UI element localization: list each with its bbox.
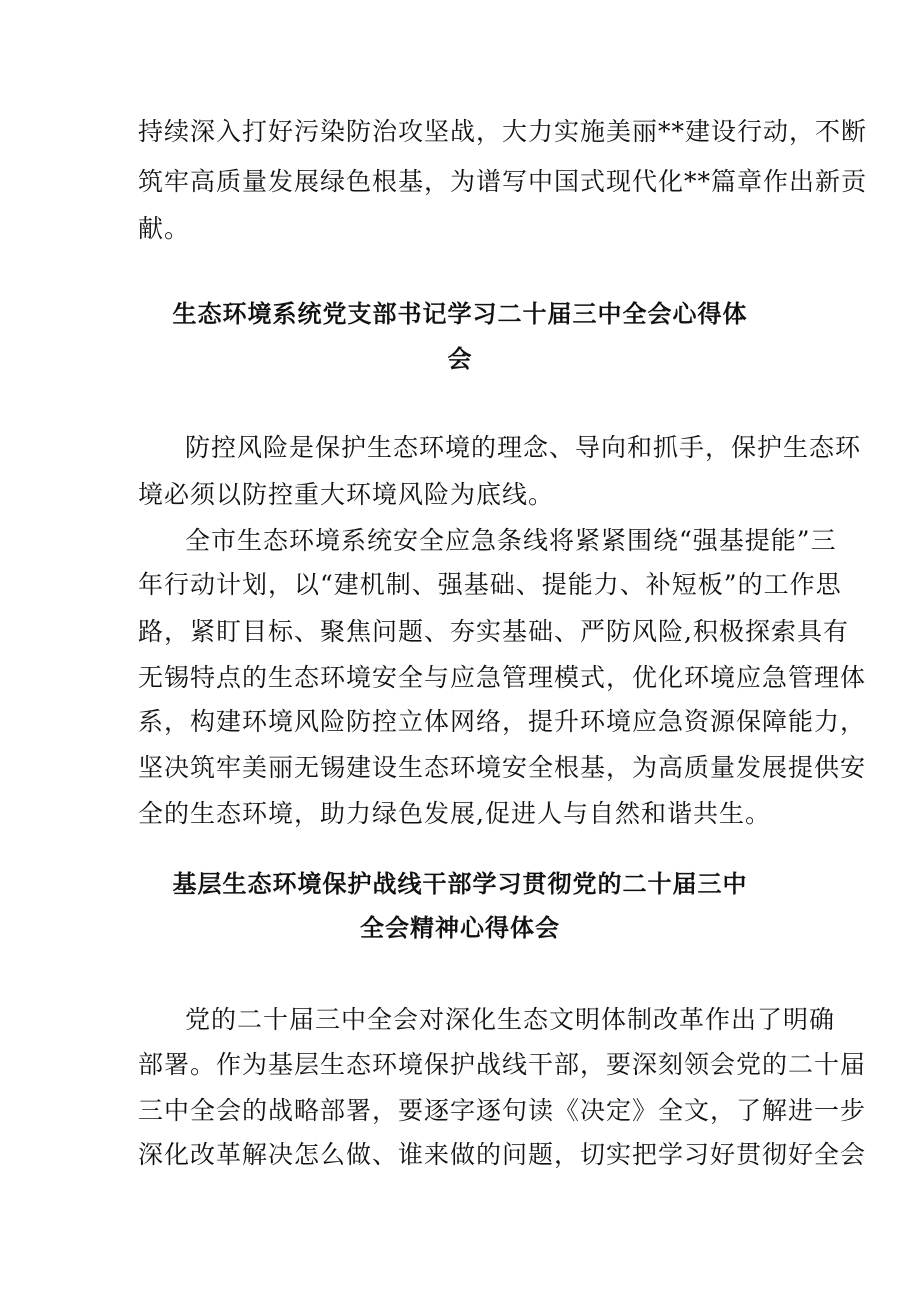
section-title: 全会精神心得体会 [360, 914, 560, 942]
paragraph-line: 筑牢高质量发展绿色根基，为谱写中国式现代化**篇章作出新贡 [138, 167, 868, 196]
section-title: 会 [447, 345, 473, 373]
paragraph-line: 持续深入打好污染防治攻坚战，大力实施美丽**建设行动，不断 [138, 117, 868, 146]
paragraph-line: 三中全会的战略部署，要逐字逐句读《决定》全文，了解进一步 [138, 1096, 867, 1125]
section-title: 生态环境系统党支部书记学习二十届三中全会心得体 [172, 300, 748, 328]
paragraph-line: 党的二十届三中全会对深化生态文明体制改革作出了明确 [185, 1005, 836, 1034]
paragraph-line: 全的生态环境，助力绿色发展,促进人与自然和谐共生。 [138, 799, 771, 828]
paragraph-line: 系，构建环境风险防控立体网络，提升环境应急资源保障能力， [138, 707, 867, 736]
paragraph-line: 部署。作为基层生态环境保护战线干部，要深刻领会党的二十届 [138, 1050, 867, 1079]
paragraph-line: 防控风险是保护生态环境的理念、导向和抓手，保护生态环 [185, 433, 862, 462]
paragraph-line: 路，紧盯目标、聚焦问题、夯实基础、严防风险,积极探索具有 [138, 617, 849, 646]
paragraph-line: 坚决筑牢美丽无锡建设生态环境安全根基，为高质量发展提供安 [138, 753, 867, 782]
section-title: 基层生态环境保护战线干部学习贯彻党的二十届三中 [172, 870, 748, 898]
paragraph-line: 境必须以防控重大环境风险为底线。 [138, 480, 555, 509]
paragraph-line: 深化改革解决怎么做、谁来做的问题，切实把学习好贯彻好全会 [138, 1140, 867, 1169]
paragraph-line: 献。 [138, 214, 191, 243]
paragraph-line: 无锡特点的生态环境安全与应急管理模式，优化环境应急管理体 [138, 663, 867, 692]
paragraph-line: 全市生态环境系统安全应急条线将紧紧围绕“强基提能”三 [185, 526, 837, 555]
paragraph-line: 年行动计划，以“建机制、强基础、提能力、补短板”的工作思 [138, 570, 842, 599]
